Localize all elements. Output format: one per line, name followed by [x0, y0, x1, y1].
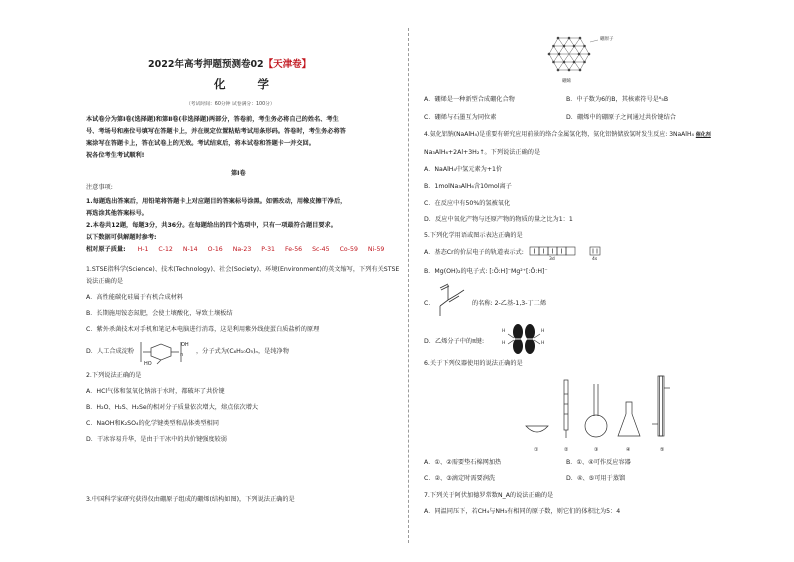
section-title: 第Ⅰ卷	[231, 170, 246, 177]
lab-apparatus-illustration	[524, 374, 674, 444]
q4-option-c: C．在反应中有50%的氢被氧化	[424, 200, 511, 207]
atomic-mass-label: 相对原子质量:	[86, 246, 126, 253]
pi-bond-h-2: H	[502, 341, 506, 346]
exam-title-tag: 【天津卷】	[263, 59, 312, 70]
pi-bond-h-4: H	[541, 341, 545, 346]
q5-option-c-prefix: C．	[424, 300, 435, 307]
intro-line-2: 号、考场号和座位号填写在答题卡上，并在规定位置粘贴考试用条形码。答卷时，考生务必将答	[86, 128, 346, 135]
pi-bond-h-3: H	[541, 329, 545, 334]
q6-label-5: ⑤	[660, 447, 665, 453]
q4-option-d: D．反应中氧化产物与还原产物的物质的量之比为1：1	[424, 216, 573, 223]
atom-mass-co: Co-59	[339, 246, 358, 253]
atom-mass-n: N-14	[182, 246, 198, 253]
pi-bond-orbital-icon	[506, 322, 546, 356]
q1-struct-oh: OH	[181, 342, 189, 348]
atom-mass-fe: Fe-56	[284, 246, 303, 253]
q6-stem: 6.关于下列仪器使用的说法正确的是	[424, 360, 523, 367]
q2-option-c: C．NaOH和K₂SO₄的化学键类型和晶体类型相同	[86, 420, 219, 427]
starch-structure-icon	[139, 338, 183, 366]
q1-option-d-left: D．人工合成淀粉	[86, 348, 135, 355]
q1-stem-1: 1.STSE指科学(Science)、技术(Technology)、社会(Society)、环境(Environment)的英文缩写，下列有关STSE	[86, 266, 400, 273]
exam-title	[148, 61, 311, 69]
q6-label-4: ④	[626, 447, 631, 453]
q4-stem-1a: 4.氨化铝钠(NaAlH₄)是重要有研究应用前景的络合金属氢化物，氨化铝钠储放氢时发生反应: 3NaAlH₄	[424, 131, 694, 138]
q3-option-c: C．硼烯与石墨互为同位素	[424, 114, 497, 121]
notes-title: 注意事项:	[86, 184, 113, 191]
q6-label-1: ①	[534, 447, 539, 453]
q5-option-c: 的名称: 2-乙基-1,3-丁二烯	[472, 300, 547, 307]
q5-label-3d: 3d	[549, 257, 555, 262]
ethyl-butadiene-structure-icon	[436, 284, 466, 318]
q1-option-a: A．高性能碳化硅属于有机合成材料	[86, 294, 184, 301]
note-3: 以下数据可供解题时参考:	[86, 234, 157, 241]
q1-struct-n: n	[180, 352, 184, 358]
intro-line-4: 祝各位考生考试顺利!	[86, 152, 145, 159]
q4-catalyst-label: 催化剂	[695, 132, 711, 138]
q5-label-4s: 4s	[592, 257, 598, 262]
q3-stem: 3.中国科学家研究获得仅由硼原子组成的硼烯(结构如图)，下列说法正确的是	[86, 496, 295, 503]
q2-option-b: B．H₂O、H₂S、H₂Se的相对分子质量依次增大，熔点依次增大	[86, 404, 259, 411]
atom-mass-o: O-16	[207, 246, 223, 253]
q3-option-d: D．硼烯中的硼原子之间通过共价键结合	[566, 114, 676, 121]
q6-label-2: ②	[564, 447, 569, 453]
cr-orbital-diagram-icon	[530, 246, 602, 256]
conical-flask-icon	[618, 402, 640, 436]
burette-icon	[564, 380, 568, 430]
q3-option-a: A．硼烯是一种新型合成硼化合物	[424, 96, 515, 103]
pi-bond-h-1: H	[502, 329, 506, 334]
q6-option-d: D．④、⑤可用于蒸馏	[566, 475, 626, 482]
q6-option-c: C．②、③滴定时需要润洗	[424, 475, 496, 482]
q2-option-a: A．HCl气体和氢氧化钠溶于水时，都破坏了共价键	[86, 388, 225, 395]
atomic-mass-row	[86, 246, 394, 254]
atom-mass-na: Na-23	[232, 246, 252, 253]
q6-label-3: ③	[594, 447, 599, 453]
note-1b: 再选涂其他答案标号。	[86, 210, 148, 217]
atom-mass-p: P-31	[261, 246, 275, 253]
condenser-icon	[658, 376, 664, 436]
atom-mass-c: C-12	[158, 246, 173, 253]
atom-mass-sc: Sc-45	[312, 246, 330, 253]
q5-option-a: A．基态Cr的价层电子的轨道表示式:	[424, 249, 524, 256]
exam-title-main: 2022年高考押题预测卷02	[148, 59, 264, 70]
note-2: 2.本卷共12题，每题3分，共36分。在每题给出的四个选项中，只有一项最符合题目要求。	[86, 222, 337, 229]
atom-mass-h: H-1	[137, 246, 149, 253]
q7-stem: 7.下列关于阿伏加德罗常数N_A的说法正确的是	[424, 492, 554, 499]
q1-option-c: C．紫外杀菌技术对手机和笔记本电脑进行消毒，这是利用紫外线使蛋白质盐析的原理	[86, 326, 320, 333]
q3-option-b: B．中子数为6的B，其核素符号是⁶₅B	[566, 96, 669, 103]
q5-option-b: B．Mg(OH)₂的电子式: [:Ö:H]⁻Mg²⁺[:Ö:H]⁻	[424, 268, 548, 275]
q4-stem-1	[424, 131, 711, 139]
column-divider	[408, 28, 409, 543]
q4-option-a: A．NaAlH₄中氢元素为+1价	[424, 166, 503, 173]
intro-line-3: 案涂写在答题卡上，答在试卷上的无效。考试结束后，将本试卷和答题卡一并交回。	[86, 140, 315, 147]
q5-option-d: D．乙烯分子中的π键:	[424, 338, 485, 345]
q5-stem: 5.下列化学用语或图示表达正确的是	[424, 232, 523, 239]
intro-line-1: 本试卷分为第Ⅰ卷(选择题)和第Ⅱ卷(非选择题)两部分，答卷前，考生务必将自己的姓名、考生	[86, 116, 339, 123]
subject-heading: 化 学	[214, 77, 284, 91]
q6-option-b: B．①、④可作反应容器	[566, 459, 631, 466]
q1-struct-ho: HO	[144, 361, 152, 367]
note-1a: 1.每题选出答案后，用铅笔将答题卡上对应题目的答案标号涂黑。如需改动，用橡皮擦干净后，	[86, 198, 347, 205]
q4-option-b: B．1molNa₃AlH₆含10mol离子	[424, 183, 512, 190]
q6-option-a: A．①、②需要垫石棉网加热	[424, 459, 502, 466]
q1-option-d-right: ，分子式为(C₆H₁₀O₅)ₙ，是纯净物	[196, 348, 289, 355]
q1-option-b: B．长期施用铵态氮肥，会使土壤酸化，导致土壤板结	[86, 310, 233, 317]
borophene-lattice-icon	[544, 32, 594, 76]
exam-info: （考试时间：60分钟 试卷满分：100分）	[186, 102, 275, 107]
atom-mass-ni: Ni-59	[367, 246, 385, 253]
evaporating-dish-icon	[526, 426, 548, 432]
volumetric-flask-icon	[585, 415, 607, 437]
q1-stem-2: 说法正确的是	[86, 278, 124, 285]
q2-option-d: D．干冰容易升华，是由于干冰中的共价键强度较弱	[86, 436, 227, 443]
q4-stem-2: Na₃AlH₆+2Al+3H₂↑。下列说法正确的是	[424, 149, 541, 156]
q7-option-a: A．同温同压下，若CH₄与NH₃有相同的原子数，则它们的体积比为5：4	[424, 508, 621, 515]
q3-label-top: 硼原子	[600, 37, 614, 42]
q3-label-bottom: 硼烯	[562, 79, 571, 84]
q2-stem: 2.下列说法正确的是	[86, 372, 142, 379]
